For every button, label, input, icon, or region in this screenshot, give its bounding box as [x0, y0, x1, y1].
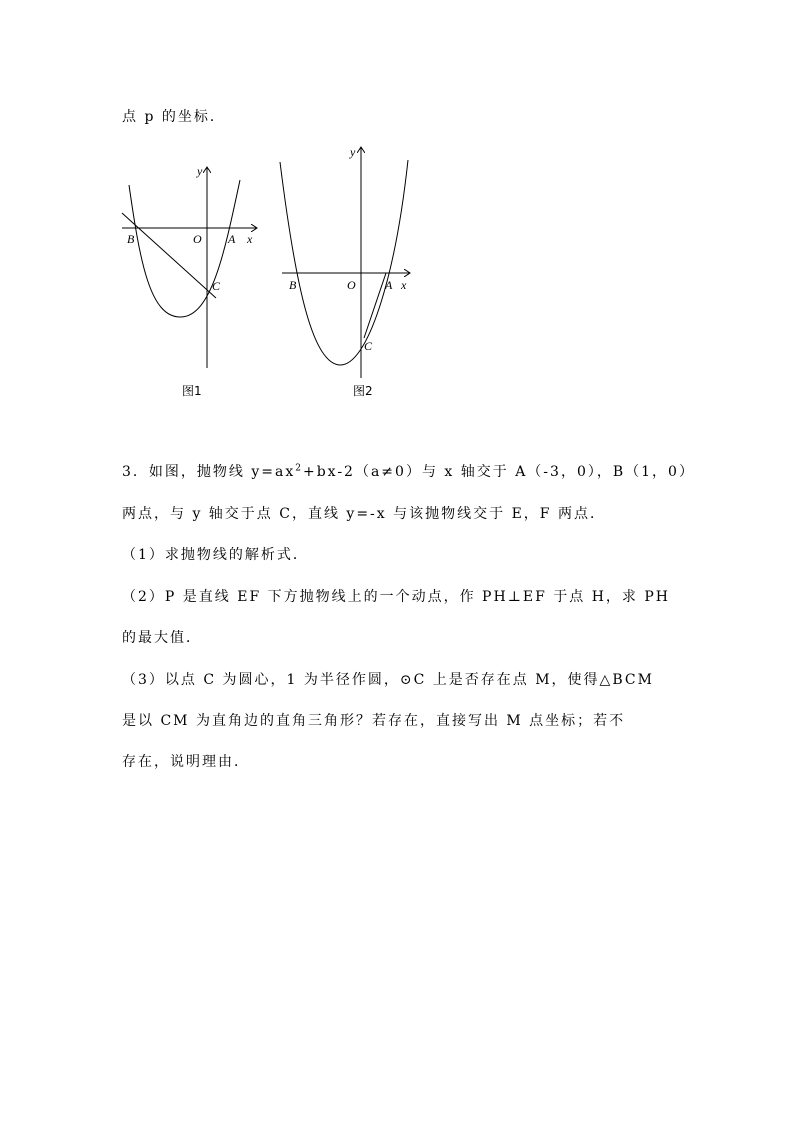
question-3-line-1: （3）以点 C 为圆心，1 为半径作圆，⊙C 上是否存在点 M，使得△BCM	[122, 672, 654, 688]
fig1-label-o: O	[193, 232, 202, 246]
fig2-line-ac	[364, 273, 386, 338]
fig1-label-y: y	[197, 164, 203, 178]
question-3-line-2: 是以 CM 为直角边的直角三角形？若存在，直接写出 M 点坐标；若不	[122, 713, 626, 729]
problem-line-1-exponent: 2	[295, 463, 303, 474]
problem-line-1-suffix: +bx-2（a≠0）与 x 轴交于 A（-3，0），B（1，0）	[302, 464, 695, 480]
question-1: （1）求抛物线的解析式．	[122, 547, 309, 563]
fig2-label-x: x	[401, 278, 407, 292]
problem-line-1	[122, 461, 695, 481]
fig1-label-a: A	[228, 232, 236, 246]
fig2-caption: 图2	[353, 384, 373, 398]
problem-line-2: 两点，与 y 轴交于点 C，直线 y=-x 与该抛物线交于 E，F 两点．	[122, 506, 606, 522]
question-2-line-2: 的最大值．	[122, 630, 202, 646]
fig1-label-c: C	[212, 279, 221, 293]
figure-1	[122, 164, 257, 398]
figures-area	[0, 0, 794, 420]
fig1-caption: 图1	[182, 384, 202, 398]
fig1-label-x: x	[247, 232, 253, 246]
fig2-label-o: O	[347, 278, 356, 292]
question-3-line-3: 存在，说明理由．	[122, 754, 250, 770]
fig2-label-a: A	[385, 278, 393, 292]
intro-text: 点 p 的坐标．	[122, 109, 226, 125]
fig2-label-b: B	[289, 278, 297, 292]
fig2-parabola	[280, 160, 408, 365]
fig1-line-bc	[122, 213, 216, 298]
fig2-label-y: y	[350, 145, 356, 159]
problem-line-1-prefix: 3．如图，抛物线 y=ax	[122, 464, 296, 480]
fig1-label-b: B	[127, 232, 135, 246]
fig1-parabola	[129, 180, 240, 317]
question-2-line-1: （2）P 是直线 EF 下方抛物线上的一个动点，作 PH⊥EF 于点 H，求 PH	[122, 589, 670, 605]
fig2-label-c: C	[364, 339, 373, 353]
figure-2	[280, 145, 410, 398]
